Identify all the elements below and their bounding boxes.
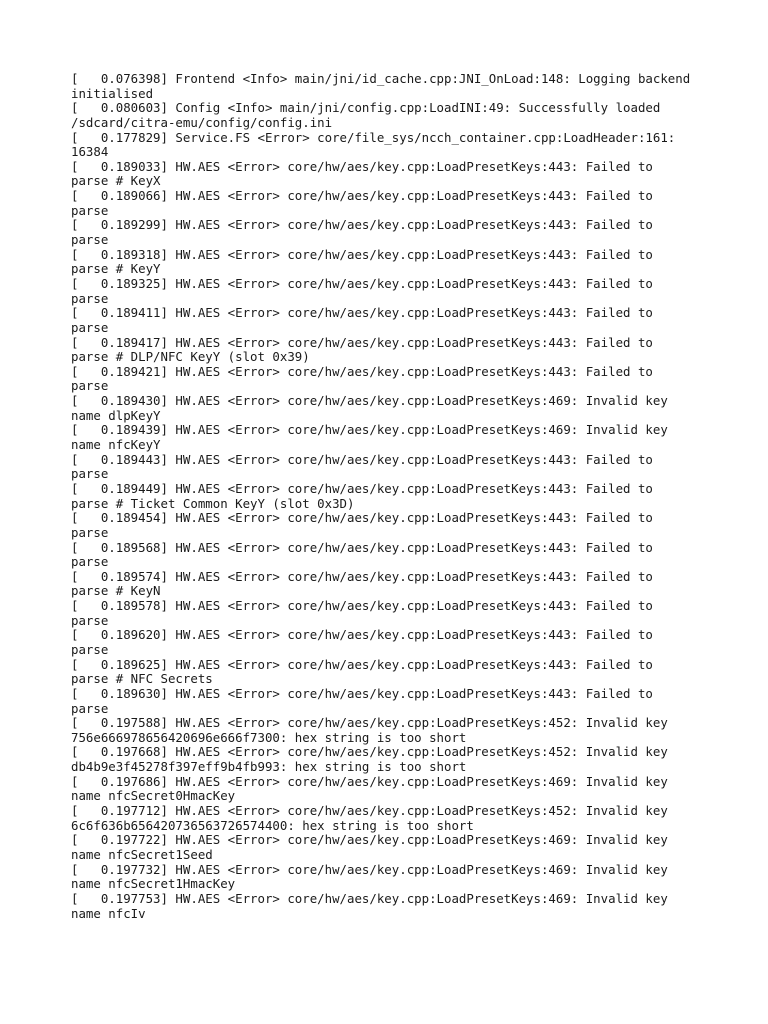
log-output (71, 72, 711, 921)
log-entry: [ 0.189449] HW.AES <Error> core/hw/aes/key.cpp:LoadPresetKeys:443: Failed to parse # Ticket Common KeyY (slot 0x3D) (71, 480, 653, 511)
log-entry: [ 0.189568] HW.AES <Error> core/hw/aes/key.cpp:LoadPresetKeys:443: Failed to parse (71, 539, 653, 570)
log-entry: [ 0.177829] Service.FS <Error> core/file_sys/ncch_container.cpp:LoadHeader:161: 16384 (71, 129, 676, 160)
log-entry: [ 0.189439] HW.AES <Error> core/hw/aes/key.cpp:LoadPresetKeys:469: Invalid key name nfcKeyY (71, 422, 668, 453)
log-entry: [ 0.189325] HW.AES <Error> core/hw/aes/key.cpp:LoadPresetKeys:443: Failed to parse (71, 275, 653, 306)
log-entry: [ 0.197668] HW.AES <Error> core/hw/aes/key.cpp:LoadPresetKeys:452: Invalid key db4b9e3f45278f397eff9b4fb993: hex string is too short (71, 744, 668, 775)
log-entry: [ 0.197588] HW.AES <Error> core/hw/aes/key.cpp:LoadPresetKeys:452: Invalid key 756e666978656420696e666f7300: hex string is too short (71, 715, 668, 745)
log-entry: [ 0.076398] Frontend <Info> main/jni/id_cache.cpp:JNI_OnLoad:148: Logging backend initialised (71, 71, 691, 101)
log-entry: [ 0.197732] HW.AES <Error> core/hw/aes/key.cpp:LoadPresetKeys:469: Invalid key name nfcSecret1HmacKey (71, 861, 668, 892)
log-entry: [ 0.197753] HW.AES <Error> core/hw/aes/key.cpp:LoadPresetKeys:469: Invalid key name nfcIv (71, 890, 668, 921)
log-entry: [ 0.189033] HW.AES <Error> core/hw/aes/key.cpp:LoadPresetKeys:443: Failed to parse # KeyX (71, 158, 653, 189)
log-entry: [ 0.189630] HW.AES <Error> core/hw/aes/key.cpp:LoadPresetKeys:443: Failed to parse (71, 685, 653, 716)
log-entry: [ 0.197712] HW.AES <Error> core/hw/aes/key.cpp:LoadPresetKeys:452: Invalid key 6c6f636b656420736563726574400: hex string is too short (71, 803, 668, 833)
log-entry: [ 0.189318] HW.AES <Error> core/hw/aes/key.cpp:LoadPresetKeys:443: Failed to parse # KeyY (71, 246, 653, 277)
log-entry: [ 0.189620] HW.AES <Error> core/hw/aes/key.cpp:LoadPresetKeys:443: Failed to parse (71, 627, 653, 657)
log-entry: [ 0.189299] HW.AES <Error> core/hw/aes/key.cpp:LoadPresetKeys:443: Failed to parse (71, 217, 653, 248)
log-entry: [ 0.197722] HW.AES <Error> core/hw/aes/key.cpp:LoadPresetKeys:469: Invalid key name nfcSecret1Seed (71, 832, 668, 862)
log-entry: [ 0.189421] HW.AES <Error> core/hw/aes/key.cpp:LoadPresetKeys:443: Failed to parse (71, 363, 653, 394)
log-entry: [ 0.189066] HW.AES <Error> core/hw/aes/key.cpp:LoadPresetKeys:443: Failed to parse (71, 188, 653, 218)
log-entry: [ 0.080603] Config <Info> main/jni/config.cpp:LoadINI:49: Successfully loaded /sdcard/citra-emu/config/config.ini (71, 100, 661, 130)
log-entry: [ 0.189443] HW.AES <Error> core/hw/aes/key.cpp:LoadPresetKeys:443: Failed to parse (71, 451, 653, 482)
log-entry: [ 0.189411] HW.AES <Error> core/hw/aes/key.cpp:LoadPresetKeys:443: Failed to parse (71, 305, 653, 335)
log-entry: [ 0.197686] HW.AES <Error> core/hw/aes/key.cpp:LoadPresetKeys:469: Invalid key name nfcSecret0HmacKey (71, 773, 668, 804)
log-entry: [ 0.189574] HW.AES <Error> core/hw/aes/key.cpp:LoadPresetKeys:443: Failed to parse # KeyN (71, 568, 653, 599)
log-entry: [ 0.189454] HW.AES <Error> core/hw/aes/key.cpp:LoadPresetKeys:443: Failed to parse (71, 510, 653, 540)
log-entry: [ 0.189430] HW.AES <Error> core/hw/aes/key.cpp:LoadPresetKeys:469: Invalid key name dlpKeyY (71, 393, 668, 423)
log-entry: [ 0.189417] HW.AES <Error> core/hw/aes/key.cpp:LoadPresetKeys:443: Failed to parse # DLP/NFC KeyY (slot 0x39) (71, 334, 653, 365)
log-entry: [ 0.189625] HW.AES <Error> core/hw/aes/key.cpp:LoadPresetKeys:443: Failed to parse # NFC Secrets (71, 656, 653, 687)
log-entry: [ 0.189578] HW.AES <Error> core/hw/aes/key.cpp:LoadPresetKeys:443: Failed to parse (71, 598, 653, 628)
